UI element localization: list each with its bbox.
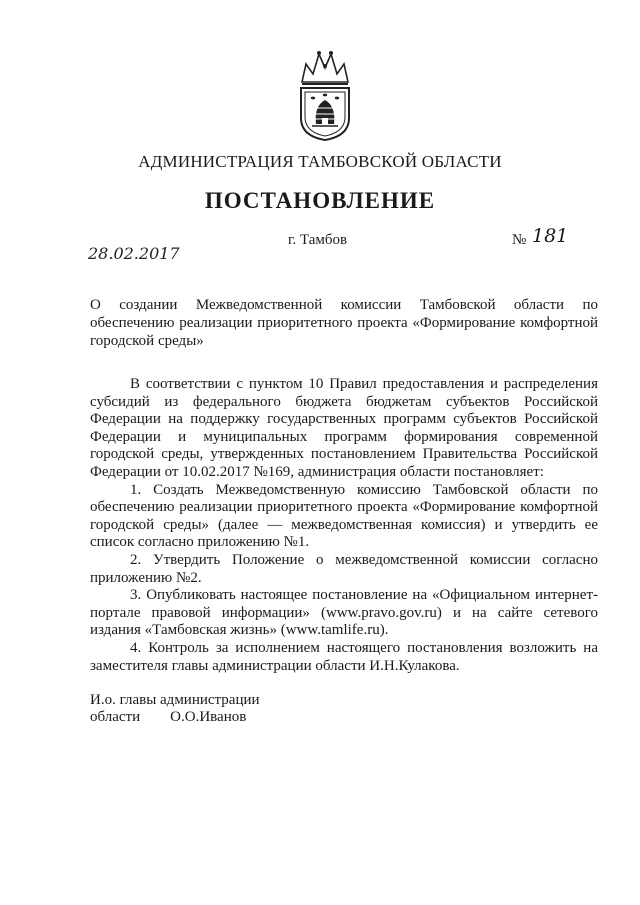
document-type: ПОСТАНОВЛЕНИЕ	[204, 188, 436, 213]
signatory-name: О.О.Иванов	[170, 709, 247, 725]
document-number-label: №	[512, 232, 527, 248]
document-subject: О создании Межведомственной комиссии Тамбовской области по обеспечению реализации приоритетного проекта «Формирование комфортной городской среды»	[90, 297, 598, 349]
item-paragraph-3: 3. Опубликовать настоящее постановление на «Официальном интернет-портале правовой информации» (www.pravo.gov.ru) и на сайте сетевого издания «Тамбовская жизнь» (www.tamlife.ru).	[90, 587, 598, 639]
preamble-paragraph: В соответствии с пунктом 10 Правил предоставления и распределения субсидий из федерального бюджета бюджетам субъектов Российской Федерации на поддержку государственных программ субъектов Российской Федерации и муниципальных программ формирования современной городской среды, утвержденных постановлением Правительства Российской Федерации от 10.02.2017 №169, администрация области постановляет:	[90, 376, 598, 480]
signatory-position: И.о. главы администрации	[90, 692, 260, 708]
item-paragraph-4: 4. Контроль за исполнением настоящего постановления возложить на заместителя главы администрации области И.Н.Кулакова.	[90, 639, 598, 674]
document-city: г. Тамбов	[288, 232, 348, 248]
coat-of-arms-icon	[296, 48, 354, 142]
document-body	[90, 376, 598, 675]
signatory-line	[90, 709, 390, 726]
item-paragraph-2: 2. Утвердить Положение о межведомственной комиссии согласно приложению №2.	[90, 551, 598, 586]
organization-name: АДМИНИСТРАЦИЯ ТАМБОВСКОЙ ОБЛАСТИ	[138, 152, 502, 171]
document-date: 28.02.2017	[88, 244, 180, 263]
document-number: 181	[532, 225, 569, 247]
item-paragraph-1: 1. Создать Межведомственную комиссию Тамбовской области по обеспечению реализации приоритетного проекта «Формирование комфортной городской среды» (далее — межведомственная комиссия) и утвердить ее список согласно приложению №1.	[90, 481, 598, 551]
signatory-region: области	[90, 709, 141, 725]
signature-block	[90, 692, 390, 726]
